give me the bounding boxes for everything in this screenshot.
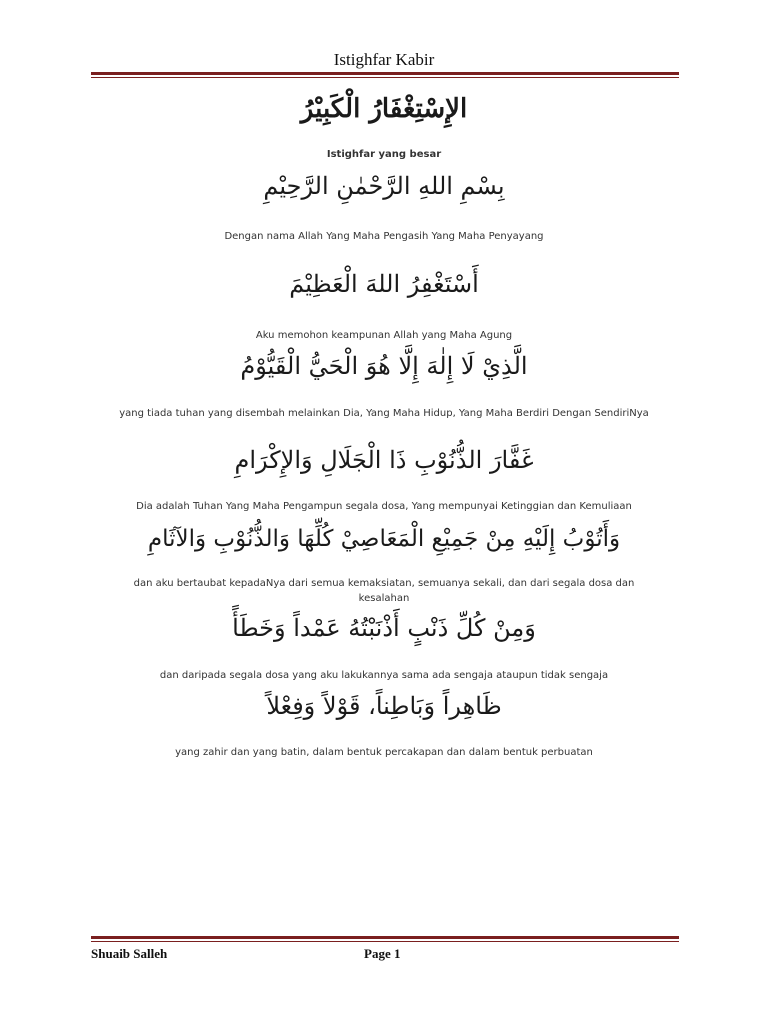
verse-translation: Aku memohon keampunan Allah yang Maha Agung [255,330,513,341]
verse-translation: yang zahir dan yang batin, dalam bentuk percakapan dan dalam bentuk perbuatan [175,747,593,758]
heading-subtitle: Istighfar yang besar [326,149,442,160]
verse-arabic: وَأَتُوْبُ إِلَيْهِ مِنْ جَمِيْعِ الْمَعَاصِيْ كُلِّهَا وَالذُّنُوْبِ وَالآثَامِ [147,526,621,552]
verse-arabic: ظَاهِراً وَبَاطِناً، قَوْلاً وَفِعْلاً [266,692,502,720]
verse-translation: dan daripada segala dosa yang aku lakukannya sama ada sengaja ataupun tidak sengaja [159,670,609,681]
header-rule [91,72,679,78]
footer-rule [91,936,679,942]
verse-translation: yang tiada tuhan yang disembah melainkan Dia, Yang Maha Hidup, Yang Maha Berdiri Dengan SendiriNya [119,408,649,419]
footer-author: Shuaib Salleh [91,946,168,961]
verse-arabic: غَفَّارَ الذُّنُوْبِ ذَا الْجَلَالِ وَالإِكْرَامِ [234,446,534,474]
verse-translation: Dia adalah Tuhan Yang Maha Pengampun segala dosa, Yang mempunyai Ketinggian dan Kemuliaan [136,501,632,512]
verse-translation: dan aku bertaubat kepadaNya dari semua kemaksiatan, semuanya sekali, dan dari segala dosa dan kesalahan [133,578,635,604]
page-header-title: Istighfar Kabir [333,50,435,69]
verse-arabic: أَسْتَغْفِرُ اللهَ الْعَظِيْمَ [289,270,479,298]
verse-arabic: الَّذِيْ لَا إِلٰهَ إِلَّا هُوَ الْحَيُّ الْقَيُّوْمُ [240,352,528,380]
verse-arabic: وَمِنْ كُلِّ ذَنْبٍ أَذْنَبْتُهُ عَمْداً وَخَطَأً [232,614,536,642]
heading-arabic: الإِسْتِغْفَارُ الْكَبِيْرُ [300,94,468,124]
verse-arabic: بِسْمِ اللهِ الرَّحْمٰنِ الرَّحِيْمِ [263,172,505,200]
verse-translation: Dengan nama Allah Yang Maha Pengasih Yang Maha Penyayang [224,231,544,242]
footer-page-number: Page 1 [364,946,401,961]
